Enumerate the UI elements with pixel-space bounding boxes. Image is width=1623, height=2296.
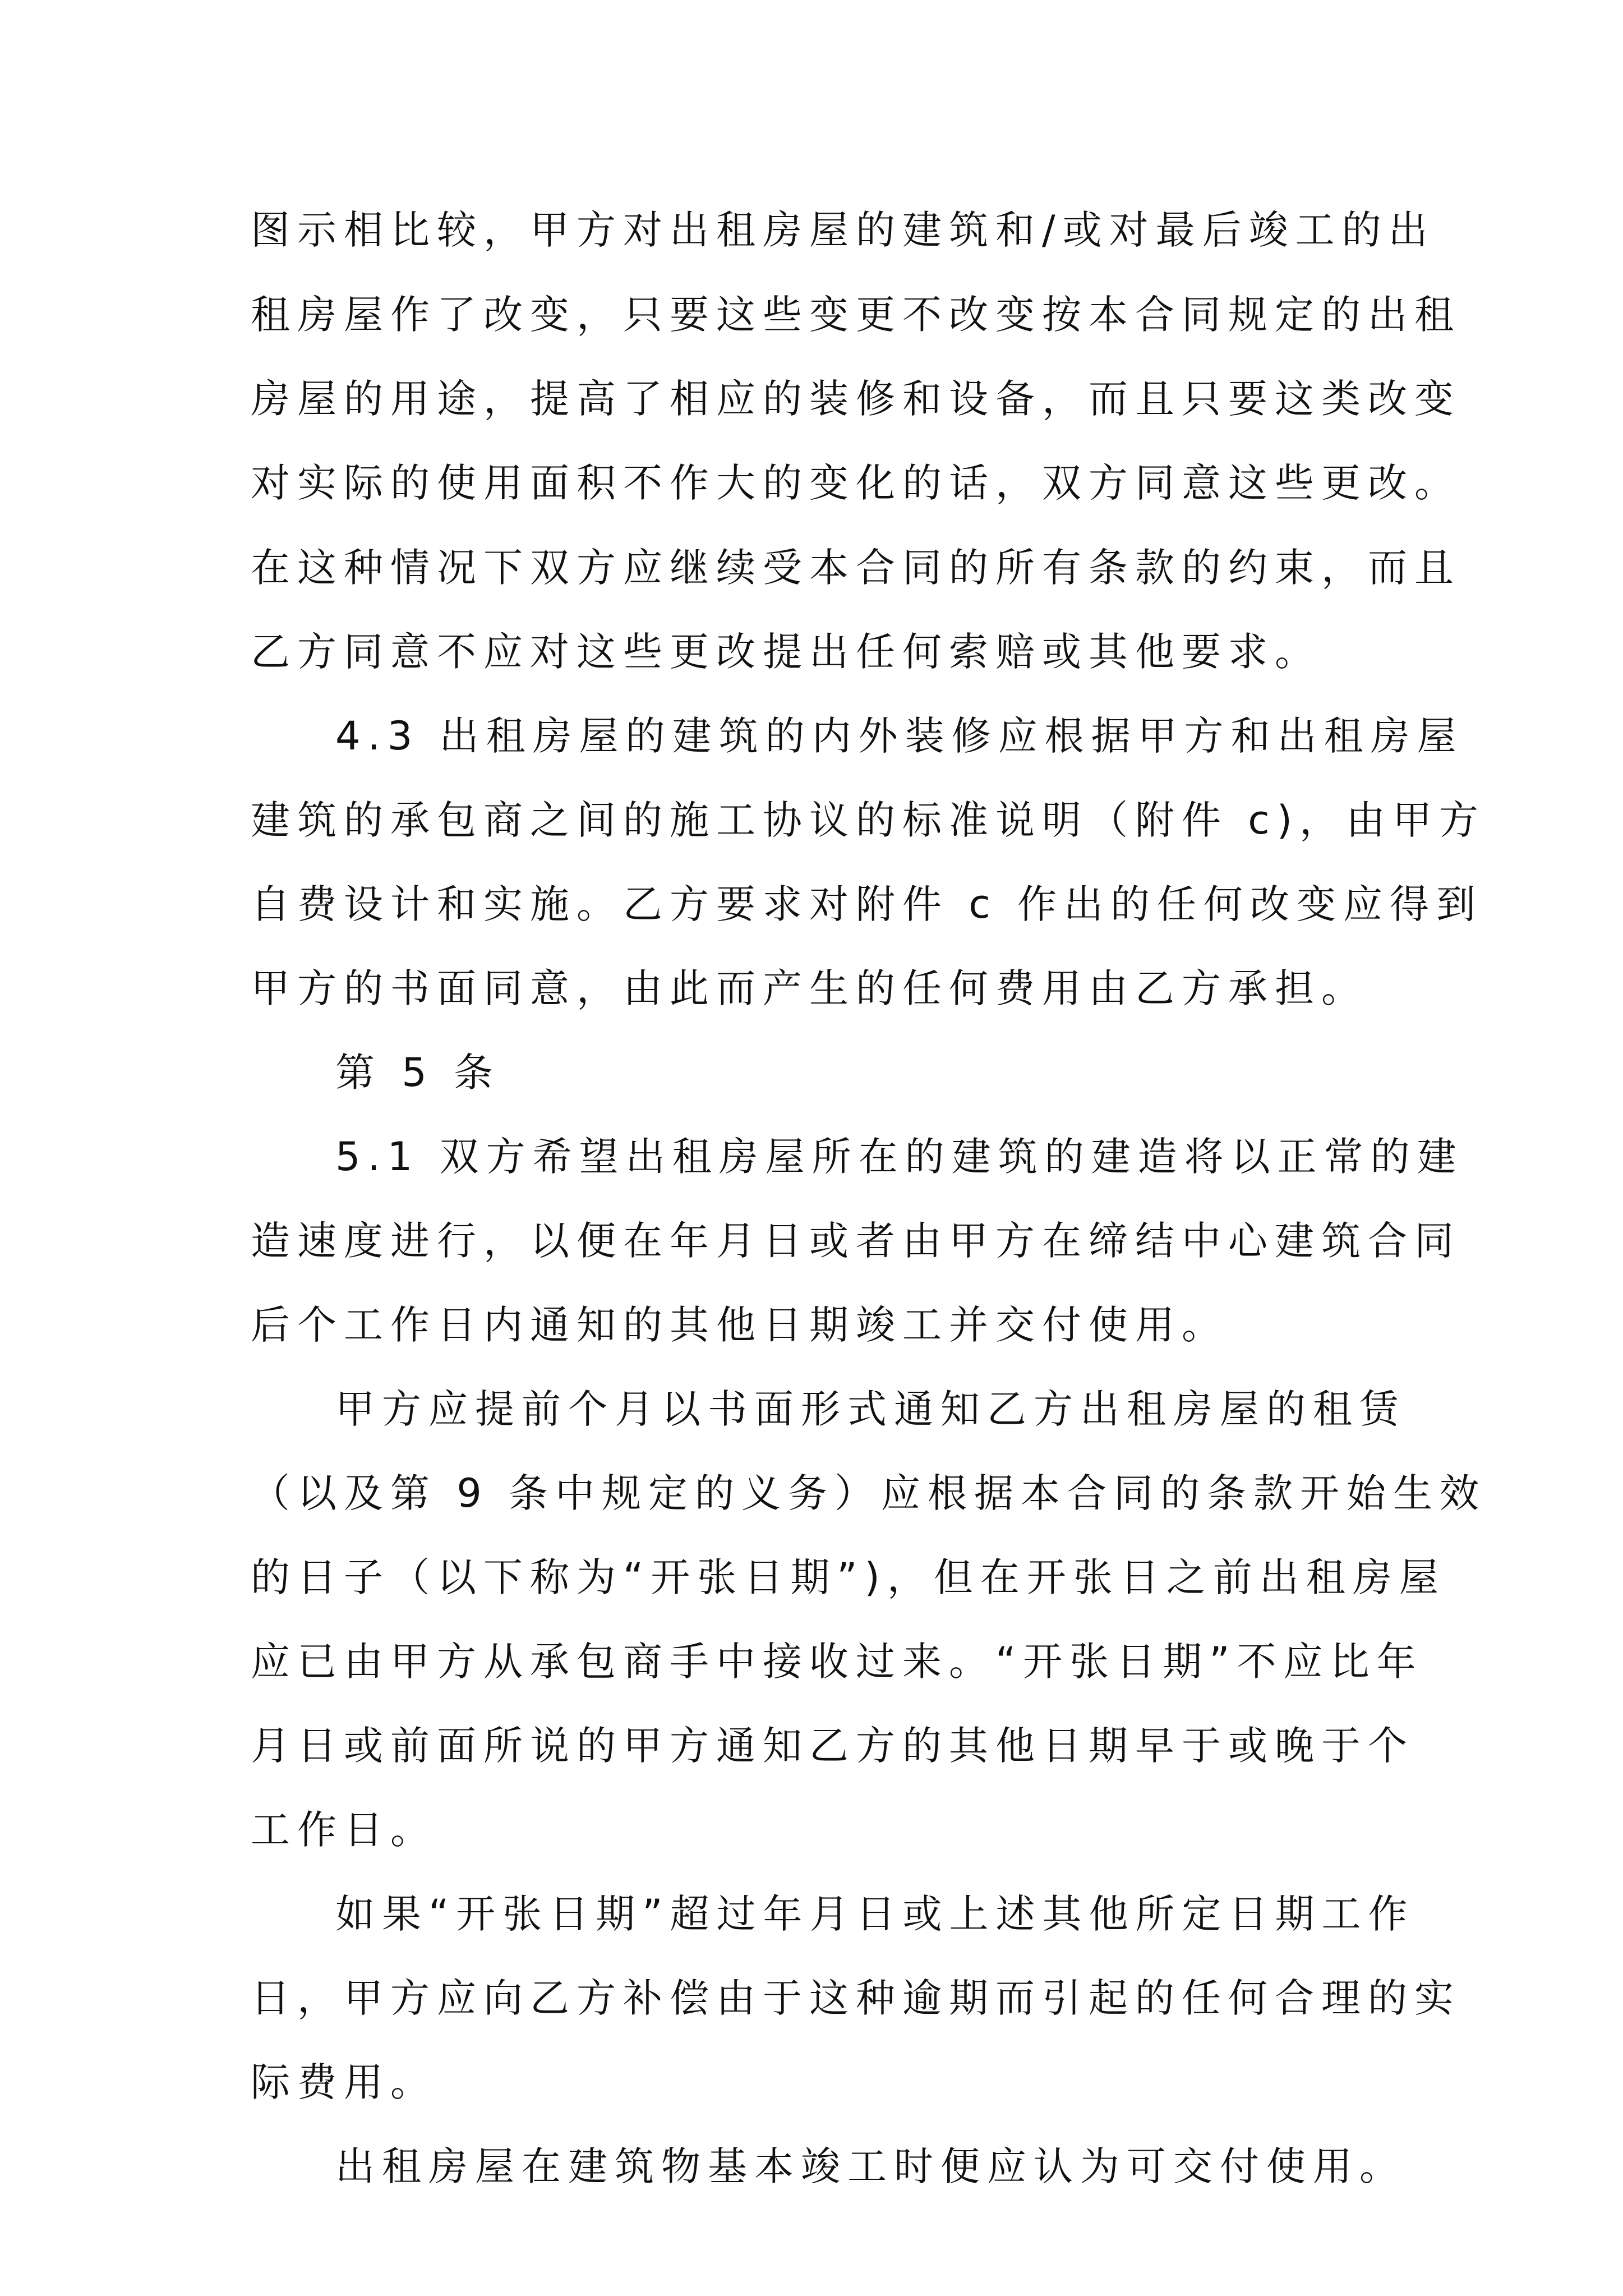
text-line: 出租房屋在建筑物基本竣工时便应认为可交付使用。 (335, 2143, 1406, 2189)
text-line: 租房屋作了改变，只要这些变更不改变按本合同规定的出租 (251, 292, 1461, 338)
text-line: 对实际的使用面积不作大的变化的话，双方同意这些更改。 (251, 460, 1461, 506)
text-line: 如果“开张日期”超过年月日或上述其他所定日期工作 (335, 1891, 1415, 1937)
text-line: 房屋的用途，提高了相应的装修和设备，而且只要这类改变 (251, 376, 1461, 422)
text-line: 甲方应提前个月以书面形式通知乙方出租房屋的租赁 (335, 1386, 1406, 1432)
text-line: 建筑的承包商之间的施工协议的标准说明（附件 c)，由甲方 (251, 797, 1486, 843)
text-line: 造速度进行，以便在年月日或者由甲方在缔结中心建筑合同 (251, 1218, 1461, 1264)
text-line: 际费用。 (251, 2059, 437, 2105)
text-line: 甲方的书面同意，由此而产生的任何费用由乙方承担。 (251, 965, 1368, 1011)
section-heading: 第 5 条 (335, 1050, 501, 1096)
text-line: 在这种情况下双方应继续受本合同的所有条款的约束，而且 (251, 545, 1461, 591)
text-line: 日，甲方应向乙方补偿由于这种逾期而引起的任何合理的实 (251, 1975, 1461, 2021)
text-line: 应已由甲方从承包商手中接收过来。“开张日期”不应比年 (251, 1639, 1423, 1685)
text-line: 的日子（以下称为“开张日期”)，但在开张日之前出租房屋 (251, 1554, 1446, 1600)
text-line: （以及第 9 条中规定的义务）应根据本合同的条款开始生效 (251, 1470, 1487, 1516)
text-line: 后个工作日内通知的其他日期竣工并交付使用。 (251, 1302, 1228, 1348)
text-line: 工作日。 (251, 1807, 437, 1853)
text-line: 图示相比较，甲方对出租房屋的建筑和/或对最后竣工的出 (251, 207, 1435, 253)
text-line: 5.1 双方希望出租房屋所在的建筑的建造将以正常的建 (335, 1134, 1464, 1180)
text-line: 4.3 出租房屋的建筑的内外装修应根据甲方和出租房屋 (335, 713, 1464, 759)
text-line: 自费设计和实施。乙方要求对附件 c 作出的任何改变应得到 (251, 881, 1483, 927)
text-line: 月日或前面所说的甲方通知乙方的其他日期早于或晚于个 (251, 1723, 1414, 1769)
text-line: 乙方同意不应对这些更改提出任何索赔或其他要求。 (251, 629, 1321, 675)
